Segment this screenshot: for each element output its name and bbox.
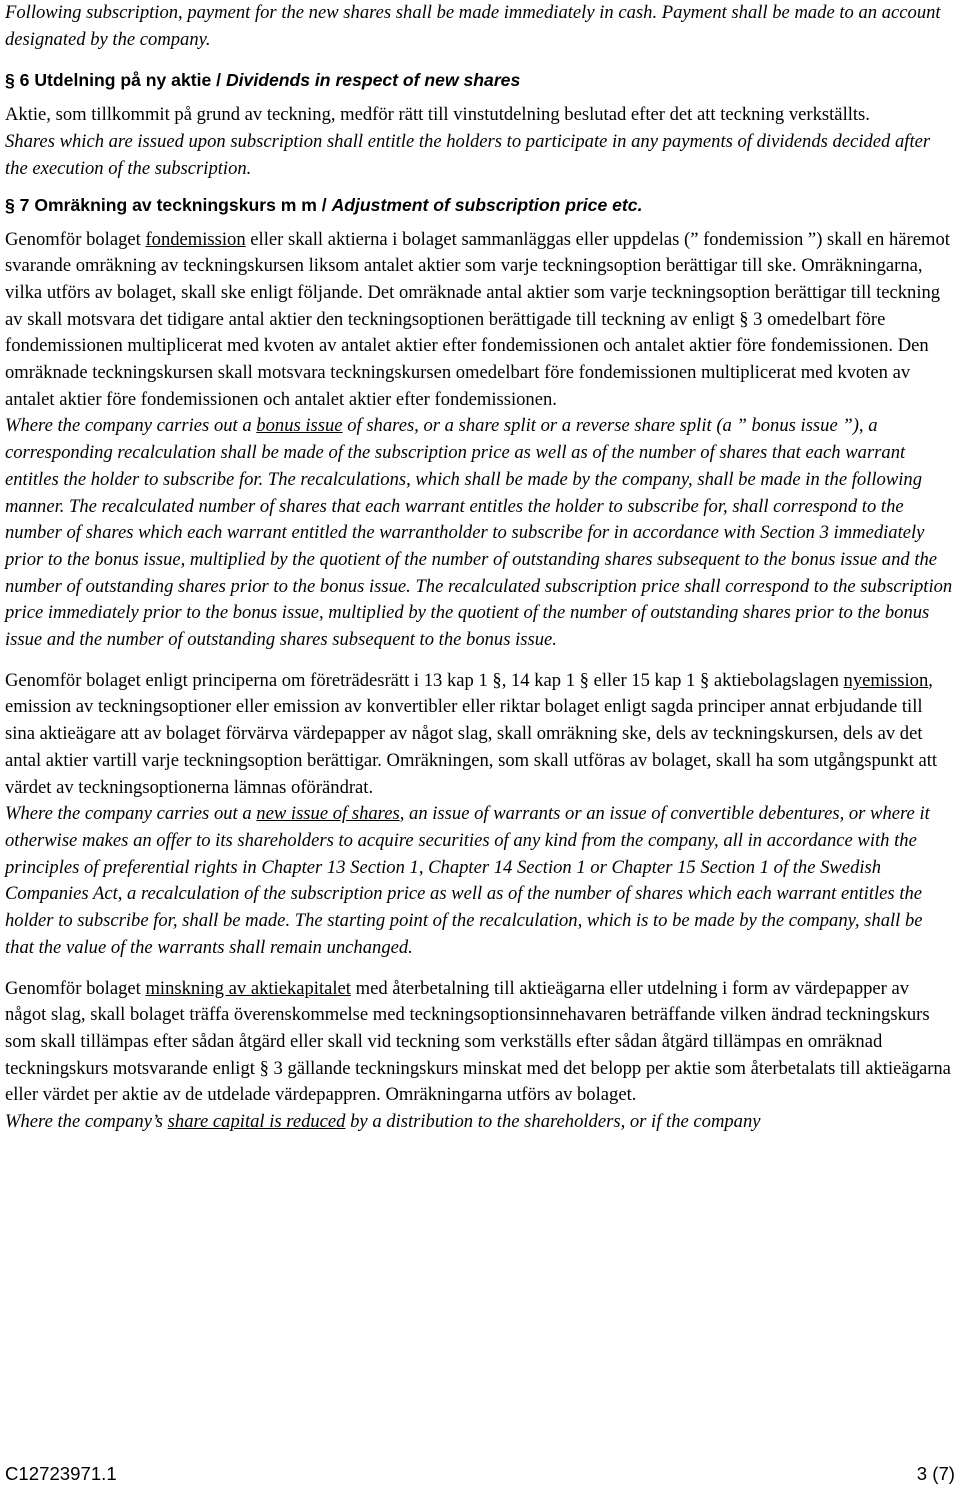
- text-run: by a distribution to the shareholders, or if the company: [345, 1111, 761, 1133]
- text-run: of shares, or a share split or a reverse share split (a ” bonus issue ”), a corresponding recalculation shall be made of the subscription price as well as of the number of shares that each warrant entitles the holder to subscribe for. The recalculations, which shall be made by the company, shall be made in the following manner. The recalculated number of shares that each warrant entitles the holder to subscribe for, shall correspond to the number of shares which each warrant entitled the warrantholder to subscribe for in accordance with Section 3 immediately prior to the bonus issue, multiplied by the quotient of the number of outstanding shares subsequent to the bonus issue and the number of outstanding shares prior to the bonus issue. The recalculated subscription price shall correspond to the subscription price immediately prior to the bonus issue, multiplied by the quotient of the number of outstanding shares prior to the bonus issue and the number of outstanding shares subsequent to the bonus issue.: [5, 415, 953, 651]
- section-heading-7: [5, 192, 955, 218]
- section-heading-6: [5, 67, 955, 93]
- section-heading-7-en: Adjustment of subscription price etc.: [331, 194, 643, 215]
- section-heading-6-sv: § 6 Utdelning på ny aktie /: [5, 70, 226, 91]
- paragraph-new-issue-en: [5, 801, 955, 961]
- paragraph-bonus-issue-en: [5, 413, 955, 653]
- section-heading-6-en: Dividends in respect of new shares: [225, 70, 521, 91]
- text-run: , an issue of warrants or an issue of convertible debentures, or where it otherwise makes an offer to its shareholders to acquire securities of any kind from the company, all in accordance with the principles of preferential rights in Chapter 13 Section 1, Chapter 14 Section 1 or Chapter 15 Section 1 of the Swedish Companies Act, a recalculation of the subscription price as well as of the number of shares which each warrant entitles the holder to subscribe for, shall be made. The starting point of the recalculation, which is to be made by the company, shall be that the value of the warrants shall remain unchanged.: [5, 803, 930, 958]
- underlined-term: bonus issue: [256, 415, 343, 437]
- underlined-term: new issue of shares: [256, 803, 400, 825]
- paragraph-capital-reduction-sv: [5, 976, 955, 1110]
- text-run: Genomför bolaget enligt principerna om företrädesrätt i 13 kap 1 §, 14 kap 1 § eller 15 kap 1 § aktiebolagslagen: [5, 669, 844, 691]
- document-page: [5, 0, 955, 1136]
- spacer: [5, 183, 955, 192]
- underlined-term: minskning av aktiekapitalet: [145, 977, 351, 999]
- paragraph-capital-reduction-en: [5, 1109, 955, 1136]
- paragraph-payment-en: Following subscription, payment for the new shares shall be made immediately in cash. Payment shall be made to an account designated by the company.: [5, 2, 941, 50]
- text-run: Where the company carries out a: [5, 415, 257, 437]
- text-run: Where the company’s: [5, 1111, 168, 1133]
- page-number: 3 (7): [916, 1463, 955, 1484]
- text-run: Where the company carries out a: [5, 803, 257, 825]
- underlined-term: share capital is reduced: [167, 1111, 346, 1133]
- text-run: Genomför bolaget: [5, 977, 146, 999]
- spacer: [5, 654, 955, 668]
- page-footer: [5, 1463, 955, 1491]
- section-heading-7-sv: § 7 Omräkning av teckningskurs m m /: [5, 194, 332, 215]
- underlined-term: fondemission: [145, 228, 246, 250]
- spacer: [5, 53, 955, 67]
- paragraph-dividends-en: Shares which are issued upon subscription shall entitle the holders to participate in any payments of dividends decided after the execution of the subscription.: [5, 131, 931, 179]
- spacer: [5, 93, 955, 102]
- spacer: [5, 962, 955, 976]
- text-run: Genomför bolaget: [5, 228, 146, 250]
- spacer: [5, 218, 955, 227]
- paragraph-bonus-issue-sv: [5, 227, 955, 414]
- paragraph-dividends-sv: Aktie, som tillkommit på grund av teckning, medför rätt till vinstutdelning beslutad efter det att teckning verkställts.: [5, 104, 870, 126]
- document-id: C12723971.1: [5, 1463, 117, 1484]
- text-run: , emission av teckningsoptioner eller emission av konvertibler eller riktar bolaget enligt sagda principer annat erbjudande till sina aktieägare att av bolaget förvärva värdepapper av något slag, skall omräkning ske, dels av teckningskursen, dels av det antal aktier vartill varje teckningsoption berättigar. Omräkningen, som skall utföras av bolaget, skall ha som utgångspunkt att värdet av teckningsoptionerna lämnas oförändrat.: [5, 669, 938, 798]
- text-run: med återbetalning till aktieägarna eller utdelning i form av värdepapper av något slag, skall bolaget träffa överenskommelse med teckningsoptionsinnehavaren beträffande vilken ändrad teckningskurs som skall tillämpas efter sådan åtgärd eller skall vid teckning som verkställs efter sådan åtgärd tillämpas en omräknad teckningskurs motsvarande enligt § 3 gällande teckningskurs minskat med det belopp per aktie som återbetalats till aktieägarna eller värdet per aktie av de utdelade värdepappren. Omräkningarna utförs av bolaget.: [5, 977, 951, 1106]
- text-run: eller skall aktierna i bolaget sammanläggas eller uppdelas (” fondemission ”) skall en häremot svarande omräkning av teckningskursen liksom antalet aktier som varje teckningsoption berättigar till ske. Omräkningarna, vilka utförs av bolaget, skall ske enligt följande. Det omräknade antal aktier som varje teckningsoption berättigar till teckning av skall motsvara det tidigare antal aktier den teckningsoptionen berättigade till teckning av enligt § 3 omedelbart före fondemissionen multiplicerat med kvoten av antalet aktier efter fondemissionen och antalet aktier före fondemissionen. Den omräknade teckningskursen skall motsvara teckningskursen omedelbart före fondemissionen multiplicerat med kvoten av antalet aktier före fondemissionen och antalet aktier efter fondemissionen.: [5, 228, 950, 410]
- underlined-term: nyemission: [843, 669, 929, 691]
- paragraph-new-issue-sv: [5, 668, 955, 802]
